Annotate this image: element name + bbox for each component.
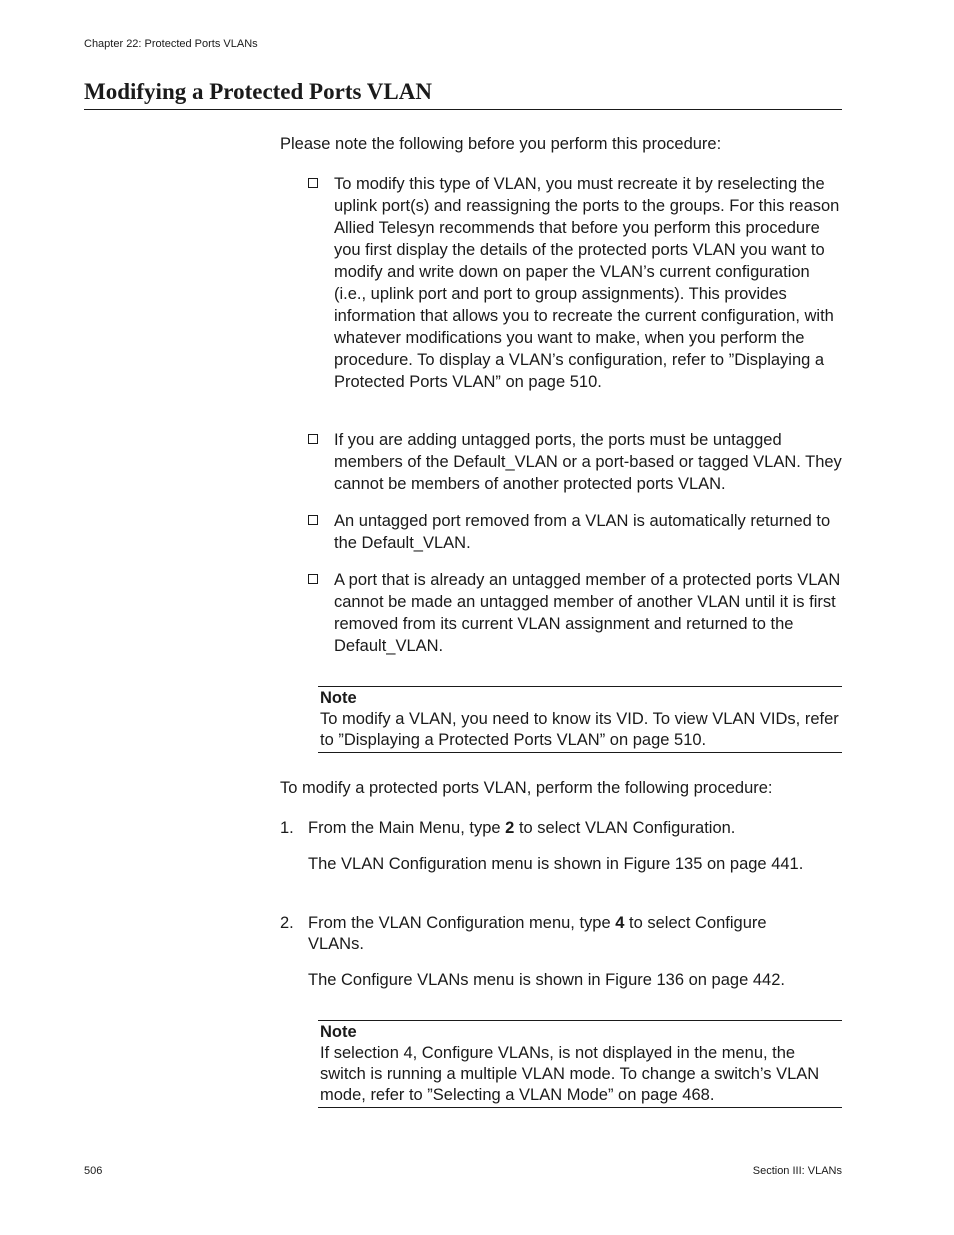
step-item [280, 913, 820, 955]
checkbox-bullet-icon [308, 434, 318, 444]
step-number: 1. [280, 819, 294, 837]
bullet-text: An untagged port removed from a VLAN is automatically returned to the Default_VLAN. [334, 512, 831, 552]
section-footer: Section III: VLANs [752, 1165, 842, 1177]
note-heading: Note [320, 689, 357, 707]
step-text: From the Main Menu, type 2 to select VLAN Configuration. [308, 819, 736, 837]
checkbox-bullet-icon [308, 515, 318, 525]
step-text: From the VLAN Configuration menu, type 4 to select Configure VLANs. [308, 914, 767, 953]
step-item [280, 818, 820, 839]
page-title: Modifying a Protected Ports VLAN [84, 79, 432, 104]
bullet-item [308, 173, 842, 393]
page-number: 506 [84, 1165, 103, 1177]
bullet-text: To modify this type of VLAN, you must recreate it by reselecting the uplink port(s) and reassigning the ports to the groups. For this reason Allied Telesyn recommends that before you perform this procedure you first display the details of the protected ports VLAN you want to modify and write down on paper the VLAN’s current configuration (i.e., uplink port and port to group assignments). This provides information that allows you to recreate the current configuration, with whatever modifications you want to make, when you perform the procedure. To display a VLAN’s configuration, refer to ”Displaying a Protected Ports VLAN” on page 510. [334, 175, 840, 391]
bullet-text: A port that is already an untagged member of a protected ports VLAN cannot be made an untagged member of another VLAN until it is first removed from its current VLAN assignment and returned to the Default_VLAN. [334, 571, 841, 655]
checkbox-bullet-icon [308, 574, 318, 584]
menu-key: 2 [505, 819, 515, 837]
procedure-intro: To modify a protected ports VLAN, perform the following procedure: [280, 779, 773, 797]
note-box [318, 1020, 842, 1108]
bullet-item [308, 429, 842, 495]
step-number: 2. [280, 914, 294, 932]
note-text: If selection 4, Configure VLANs, is not displayed in the menu, the switch is running a multiple VLAN mode. To change a switch’s VLAN mode, refer to ”Selecting a VLAN Mode” on page 468. [320, 1044, 820, 1104]
running-header: Chapter 22: Protected Ports VLANs [84, 38, 258, 50]
note-text: To modify a VLAN, you need to know its VID. To view VLAN VIDs, refer to ”Displaying a Protected Ports VLAN” on page 510. [320, 710, 839, 749]
step-note: The VLAN Configuration menu is shown in Figure 135 on page 441. [308, 855, 804, 873]
title-rule [84, 109, 842, 110]
note-box [318, 686, 842, 753]
note-heading: Note [320, 1023, 357, 1041]
intro-paragraph: Please note the following before you perform this procedure: [280, 135, 722, 153]
menu-key: 4 [615, 914, 625, 932]
checkbox-bullet-icon [308, 178, 318, 188]
bullet-item [308, 569, 842, 657]
bullet-text: If you are adding untagged ports, the ports must be untagged members of the Default_VLAN or a port-based or tagged VLAN. They cannot be members of another protected ports VLAN. [334, 431, 842, 493]
step-note: The Configure VLANs menu is shown in Figure 136 on page 442. [308, 971, 785, 989]
bullet-item [308, 510, 842, 554]
